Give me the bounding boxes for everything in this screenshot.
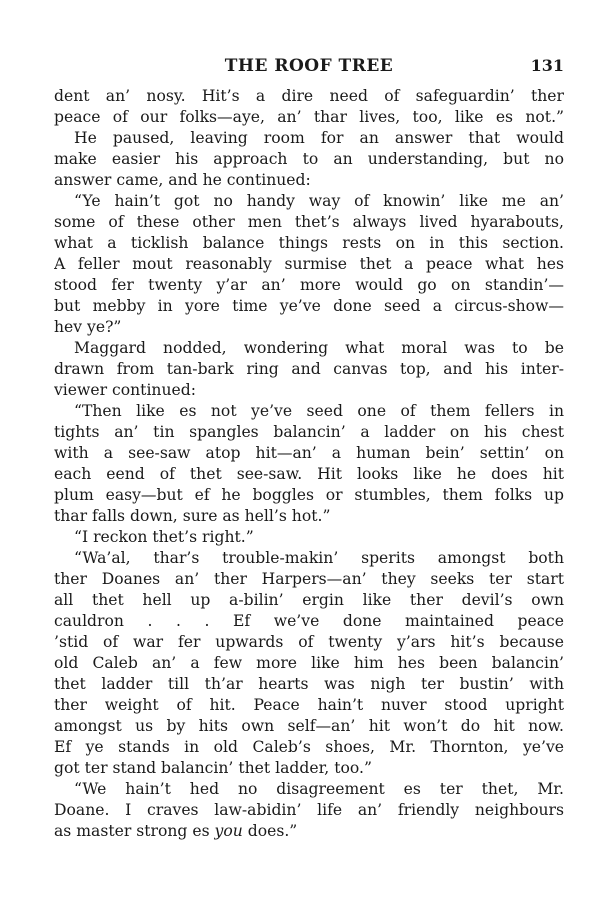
text-line: hev ye?” — [54, 318, 122, 336]
text-line: each eend of thet see-saw. Hit looks like he does hit — [54, 465, 564, 483]
text-line: ther weight of hit. Peace hain’t nuver stood upright — [54, 696, 564, 714]
text-line: thar falls down, sure as hell’s hot.” — [54, 507, 331, 525]
page-header — [54, 56, 564, 80]
text-line: thet ladder till th’ar hearts was nigh ter bustin’ with — [54, 675, 564, 693]
text-line-last — [54, 821, 564, 842]
text-line: tights an’ tin spangles balancin’ a ladder on his chest — [54, 423, 564, 441]
text-line: “Ye hain’t got no handy way of knowin’ like me an’ — [74, 192, 564, 210]
text-line: Ef ye stands in old Caleb’s shoes, Mr. Thornton, ye’ve — [54, 738, 564, 756]
text-line: plum easy—but ef he boggles or stumbles, them folks up — [54, 486, 564, 504]
text-line: dent an’ nosy. Hit’s a dire need of safeguardin’ ther — [54, 87, 564, 105]
text-line: “I reckon thet’s right.” — [74, 528, 254, 546]
text-line: what a ticklish balance things rests on in this section. — [54, 234, 564, 252]
text-line: “Then like es not ye’ve seed one of them fellers in — [74, 402, 564, 420]
text-line: amongst us by hits own self—an’ hit won’t do hit now. — [54, 717, 564, 735]
last-line-after: does.” — [242, 822, 298, 840]
text-line: stood fer twenty y’ar an’ more would go on standin’— — [54, 276, 564, 294]
text-line: ther Doanes an’ ther Harpers—an’ they seeks ter start — [54, 570, 564, 588]
text-line: old Caleb an’ a few more like him hes been balancin’ — [54, 654, 564, 672]
text-line: got ter stand balancin’ thet ladder, too.” — [54, 759, 372, 777]
last-line-before: as master strong es — [54, 822, 215, 840]
text-line: some of these other men thet’s always lived hyarabouts, — [54, 213, 564, 231]
text-line: with a see-saw atop hit—an’ a human bein’ settin’ on — [54, 444, 564, 462]
text-line: He paused, leaving room for an answer that would — [74, 129, 564, 147]
text-line: drawn from tan-bark ring and canvas top, and his inter- — [54, 360, 564, 378]
text-line: A feller mout reasonably surmise thet a peace what hes — [54, 255, 564, 273]
page-number: 131 — [530, 56, 564, 75]
text-line: answer came, and he continued: — [54, 171, 311, 189]
text-lines — [54, 86, 564, 821]
text-line: Doane. I craves law-abidin’ life an’ friendly neighbours — [54, 801, 564, 819]
text-line: make easier his approach to an understanding, but no — [54, 150, 564, 168]
text-line: “Wa’al, thar’s trouble-makin’ sperits amongst both — [74, 549, 564, 567]
running-title: THE ROOF TREE — [224, 56, 394, 76]
text-line: peace of our folks—aye, an’ thar lives, too, like es not.” — [54, 108, 564, 126]
text-line: but mebby in yore time ye’ve done seed a circus-show— — [54, 297, 564, 315]
text-line: all thet hell up a-bilin’ ergin like ther devil’s own — [54, 591, 564, 609]
text-line: Maggard nodded, wondering what moral was to be — [74, 339, 564, 357]
text-line: viewer continued: — [54, 381, 196, 399]
last-line-emphasis: you — [214, 822, 243, 840]
text-line: “We hain’t hed no disagreement es ter thet, Mr. — [74, 780, 564, 798]
body-text — [54, 86, 564, 842]
text-line: cauldron . . . Ef we’ve done maintained peace — [54, 612, 564, 630]
text-line: ’stid of war fer upwards of twenty y’ars hit’s because — [54, 633, 564, 651]
